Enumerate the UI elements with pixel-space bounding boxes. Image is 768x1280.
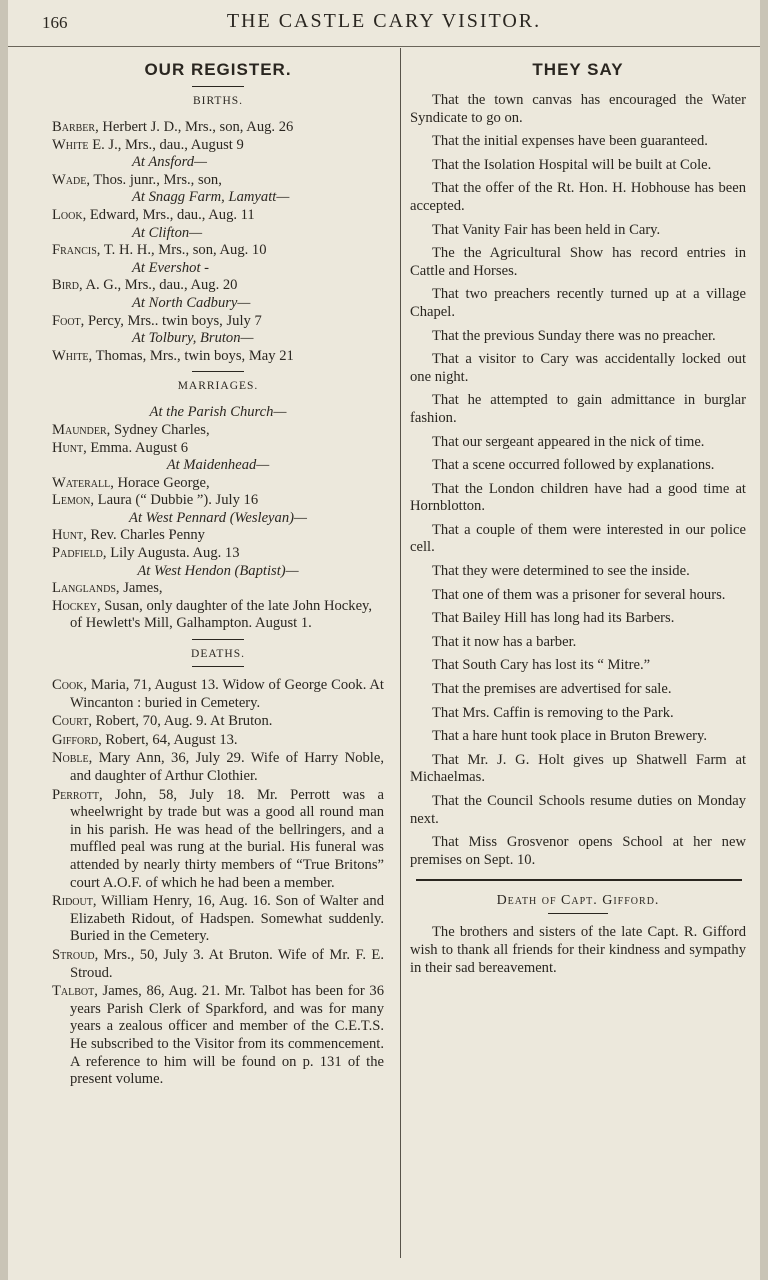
entry-details: , Susan, only daughter of the late John Hockey, of Hewlett's Mill, Galhampton. August 1. [70, 597, 373, 632]
they-say-item: That our sergeant appeared in the nick of time. [432, 433, 705, 450]
entry-details: , Mary Ann, 36, July 29. Wife of Harry Noble, and daughter of Arthur Clothier. [70, 750, 384, 784]
they-say-item: That South Cary has lost its “ Mitre.” [432, 657, 651, 674]
register-column [52, 58, 384, 1090]
they-say-item: That a hare hunt took place in Bruton Brewery. [432, 728, 708, 745]
section-rule [192, 639, 244, 640]
section-rule-thick [416, 879, 742, 881]
register-entry [52, 440, 384, 458]
entry-surname: Hockey [52, 597, 97, 614]
entry-details: , Horace George, [110, 474, 210, 491]
entry-details: , Edward, Mrs., dau., Aug. 11 [82, 206, 255, 223]
register-entry [52, 242, 384, 260]
entry-surname: Waterall [52, 474, 111, 491]
they-say-item: That they were determined to see the inside. [432, 563, 690, 580]
register-entry [52, 119, 384, 137]
they-say-item: That Miss Grosvenor opens School at her new premises on Sept. 10. [410, 834, 746, 868]
register-entry [52, 580, 384, 598]
entry-surname: Ridout [52, 893, 93, 910]
column-divider [400, 48, 401, 1258]
entry-details: , Rev. Charles Penny [83, 527, 205, 544]
entry-details: , Emma. August 6 [83, 439, 189, 456]
register-entry [52, 313, 384, 331]
they-say-item: That one of them was a prisoner for several hours. [432, 586, 726, 603]
entry-details: , Herbert J. D., Mrs., son, Aug. 26 [95, 119, 294, 135]
entry-surname: Francis [52, 242, 97, 259]
register-entry [52, 545, 384, 563]
entry-surname: Langlands [52, 580, 116, 597]
entry-surname: White [52, 136, 89, 153]
births-list [52, 119, 384, 365]
entry-surname: Wade [52, 171, 87, 188]
register-entry [52, 172, 384, 190]
they-say-item: That the offer of the Rt. Hon. H. Hobhouse has been accepted. [410, 180, 746, 214]
entry-surname: Lemon [52, 492, 91, 509]
page-header [8, 0, 760, 47]
entry-surname: Hunt [52, 527, 84, 544]
register-entry [52, 947, 384, 982]
gifford-notice-text: The brothers and sisters of the late Capt. R. Gifford wish to thank all friends for their kindness and sympathy in their sad bereavement. [410, 924, 746, 976]
section-rule [192, 666, 244, 667]
newspaper-page [8, 0, 760, 1280]
births-heading: BIRTHS. [192, 95, 244, 107]
register-entry [52, 422, 384, 440]
entry-details: , Percy, Mrs.. twin boys, July 7 [80, 312, 262, 329]
they-say-item: That Mrs. Caffin is removing to the Park. [432, 704, 674, 721]
they-say-item: That the London children have had a good time at Hornblotton. [410, 480, 746, 515]
they-say-list [410, 92, 746, 869]
entry-details: , Lily Augusta. Aug. 13 [102, 545, 240, 562]
section-rule [548, 913, 608, 914]
publication-title: THE CASTLE CARY VISITOR. [226, 10, 542, 32]
entry-details: , T. H. H., Mrs., son, Aug. 10 [96, 242, 267, 259]
marriages-heading: MARRIAGES. [177, 380, 259, 393]
entry-surname: Maunder [52, 421, 107, 438]
they-say-item: That the initial expenses have been guaranteed. [432, 133, 708, 150]
section-rule [192, 371, 244, 372]
gifford-notice-title: Death of Capt. Gifford. [496, 893, 660, 909]
place-heading: At Clifton— [132, 224, 203, 241]
register-entry [52, 492, 384, 510]
they-say-column [410, 58, 746, 977]
entry-surname: Perrott [52, 786, 100, 803]
they-say-item: That the premises are advertised for sale. [432, 681, 672, 698]
entry-surname: Stroud [52, 946, 95, 963]
entry-surname: Hunt [52, 439, 84, 456]
register-entry [52, 677, 384, 712]
place-heading: At Tolbury, Bruton— [132, 330, 254, 347]
entry-details: , William Henry, 16, Aug. 16. Son of Walter and Elizabeth Ridout, of Hadspen. Somewhat suddenly. Buried in the Cemetery. [70, 893, 384, 945]
register-entry [52, 750, 384, 785]
they-say-item: That two preachers recently turned up at a village Chapel. [410, 286, 746, 320]
place-heading: At Maidenhead— [166, 457, 270, 474]
place-heading: At Snagg Farm, Lamyatt— [132, 189, 290, 206]
entry-surname: Talbot [52, 983, 95, 1000]
they-say-item: That a scene occurred followed by explanations. [432, 457, 715, 474]
deaths-list [52, 677, 384, 1089]
entry-surname: Look [52, 206, 83, 223]
entry-details: , Robert, 70, Aug. 9. At Bruton. [88, 713, 273, 730]
register-title: OUR REGISTER. [144, 60, 292, 79]
they-say-item: That the Council Schools resume duties on Monday next. [410, 793, 746, 827]
entry-surname: White [52, 347, 89, 364]
register-entry [52, 598, 384, 633]
register-entry [52, 787, 384, 893]
entry-details: , Laura (“ Dubbie ”). July 16 [90, 492, 259, 509]
place-heading: At Evershot - [132, 259, 210, 276]
page-number: 166 [42, 13, 68, 32]
place-heading: At Ansford— [132, 154, 208, 171]
entry-details: , Sydney Charles, [106, 421, 210, 438]
entry-details: , Thos. junr., Mrs., son, [86, 171, 222, 188]
entry-surname: Court [52, 713, 89, 730]
they-say-item: The the Agricultural Show has record entries in Cattle and Horses. [410, 245, 746, 279]
entry-surname: Gifford [52, 731, 99, 748]
they-say-item: That a couple of them were interested in our police cell. [410, 521, 746, 556]
register-entry [52, 277, 384, 295]
entry-details: , Maria, 71, August 13. Widow of George Cook. At Wincanton : buried in Cemetery. [70, 677, 384, 711]
they-say-title: THEY SAY [532, 60, 624, 79]
entry-surname: Padfield [52, 545, 103, 562]
register-entry [52, 348, 384, 366]
place-heading: At West Pennard (Wesleyan)— [129, 509, 307, 526]
entry-details: E. J., Mrs., dau., August 9 [88, 136, 244, 153]
place-heading: At West Hendon (Baptist)— [137, 562, 299, 579]
register-entry [52, 137, 384, 155]
they-say-item: That it now has a barber. [432, 633, 577, 650]
entry-details: , A. G., Mrs., dau., Aug. 20 [78, 277, 238, 294]
deaths-heading: DEATHS. [191, 648, 245, 661]
register-entry [52, 713, 384, 731]
marriages-list [52, 404, 384, 633]
they-say-item: That the previous Sunday there was no preacher. [432, 327, 716, 344]
entry-details: , Mrs., 50, July 3. At Bruton. Wife of Mr. F. E. Stroud. [70, 946, 384, 981]
entry-surname: Foot [52, 312, 81, 329]
they-say-item: That he attempted to gain admittance in burglar fashion. [410, 392, 746, 426]
they-say-item: That a visitor to Cary was accidentally locked out one night. [410, 351, 746, 385]
register-entry [52, 475, 384, 493]
register-entry [52, 983, 384, 1089]
register-entry [52, 207, 384, 225]
they-say-item: That the town canvas has encouraged the Water Syndicate to go on. [410, 92, 746, 126]
entry-details: , John, 58, July 18. Mr. Perrott was a wheelwright by trade but was a good all round man in his parish. He was head of the bellringers, and a muffled peal was rung at the burial. His funeral was attended by nearly thirty members of “True Britons” court A.O.F. of which he had been a member. [70, 786, 384, 891]
they-say-item: That Mr. J. G. Holt gives up Shatwell Farm at Michaelmas. [410, 751, 746, 786]
place-heading: At North Cadbury— [132, 294, 251, 311]
entry-surname: Cook [52, 677, 84, 694]
entry-details: , Robert, 64, August 13. [98, 731, 238, 748]
register-entry [52, 732, 384, 750]
entry-surname: Barber [52, 119, 96, 135]
entry-details: , James, [115, 580, 163, 597]
they-say-item: That Bailey Hill has long had its Barbers. [432, 610, 675, 627]
entry-surname: Bird [52, 277, 79, 294]
entry-details: , Thomas, Mrs., twin boys, May 21 [88, 347, 294, 364]
entry-surname: Noble [52, 750, 89, 767]
register-entry [52, 893, 384, 946]
register-entry [52, 527, 384, 545]
entry-details: , James, 86, Aug. 21. Mr. Talbot has been for 36 years Parish Clerk of Sparkford, and was for many years a zealous officer and member of the C.E.T.S. He subscribed to the Visitor from its commencement. A reference to him will be found on p. 131 of the present volume. [70, 983, 384, 1088]
place-heading: At the Parish Church— [149, 404, 287, 421]
section-rule [192, 86, 244, 87]
they-say-item: That Vanity Fair has been held in Cary. [432, 221, 661, 238]
they-say-item: That the Isolation Hospital will be built at Cole. [432, 156, 712, 173]
